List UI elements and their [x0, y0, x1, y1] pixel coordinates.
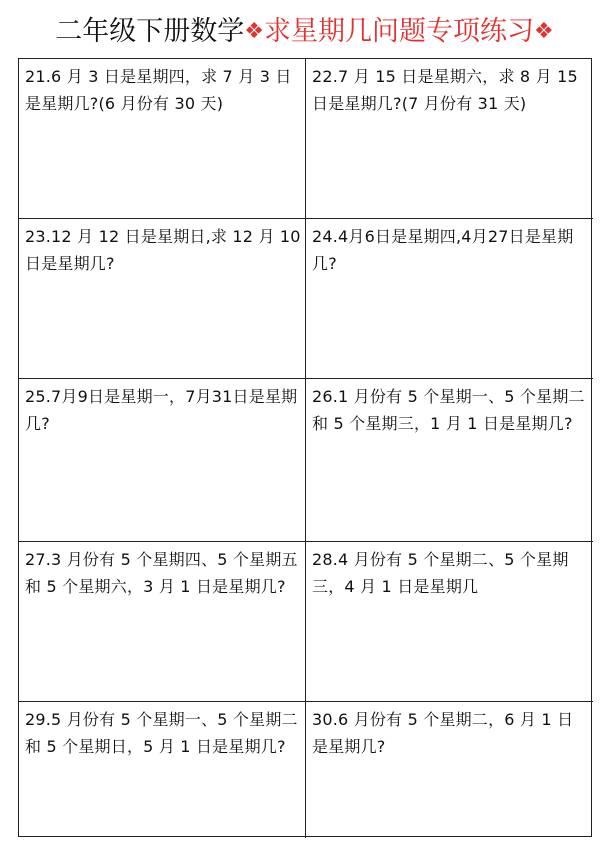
diamond-ornament-icon: ❖ — [244, 19, 264, 44]
problem-cell: 28.4 月份有 5 个星期二、5 个星期三，4 月 1 日是星期几 — [306, 542, 593, 702]
problem-cell: 23.12 月 12 日是星期日,求 12 月 10 日是星期几? — [19, 219, 306, 379]
title-grade-text: 二年级下册数学 — [55, 16, 245, 47]
problem-cell: 22.7 月 15 日是星期六，求 8 月 15 日是星期几?(7 月份有 31 天) — [306, 59, 593, 219]
problem-cell: 25.7月9日是星期一，7月31日是星期几? — [19, 379, 306, 542]
problem-cell: 30.6 月份有 5 个星期二，6 月 1 日是星期几? — [312, 710, 574, 756]
problem-cell: 21.6 月 3 日是星期四，求 7 月 3 日是星期几?(6 月份有 30 天) — [19, 59, 306, 219]
worksheet-title — [0, 12, 609, 52]
diamond-ornament-icon: ❖ — [534, 19, 554, 44]
problem-cell: 24.4月6日是星期四,4月27日是星期几? — [306, 219, 593, 379]
title-topic-text: 求星期几问题专项练习 — [264, 16, 534, 47]
problem-grid — [18, 58, 592, 837]
problem-cell: 26.1 月份有 5 个星期一、5 个星期二和 5 个星期三，1 月 1 日是星期几? — [306, 379, 593, 542]
problem-cell: 27.3 月份有 5 个星期四、5 个星期五和 5 个星期六，3 月 1 日是星期几? — [19, 542, 306, 702]
problem-cell: 29.5 月份有 5 个星期一、5 个星期二和 5 个星期日，5 月 1 日是星期几? — [19, 702, 306, 838]
